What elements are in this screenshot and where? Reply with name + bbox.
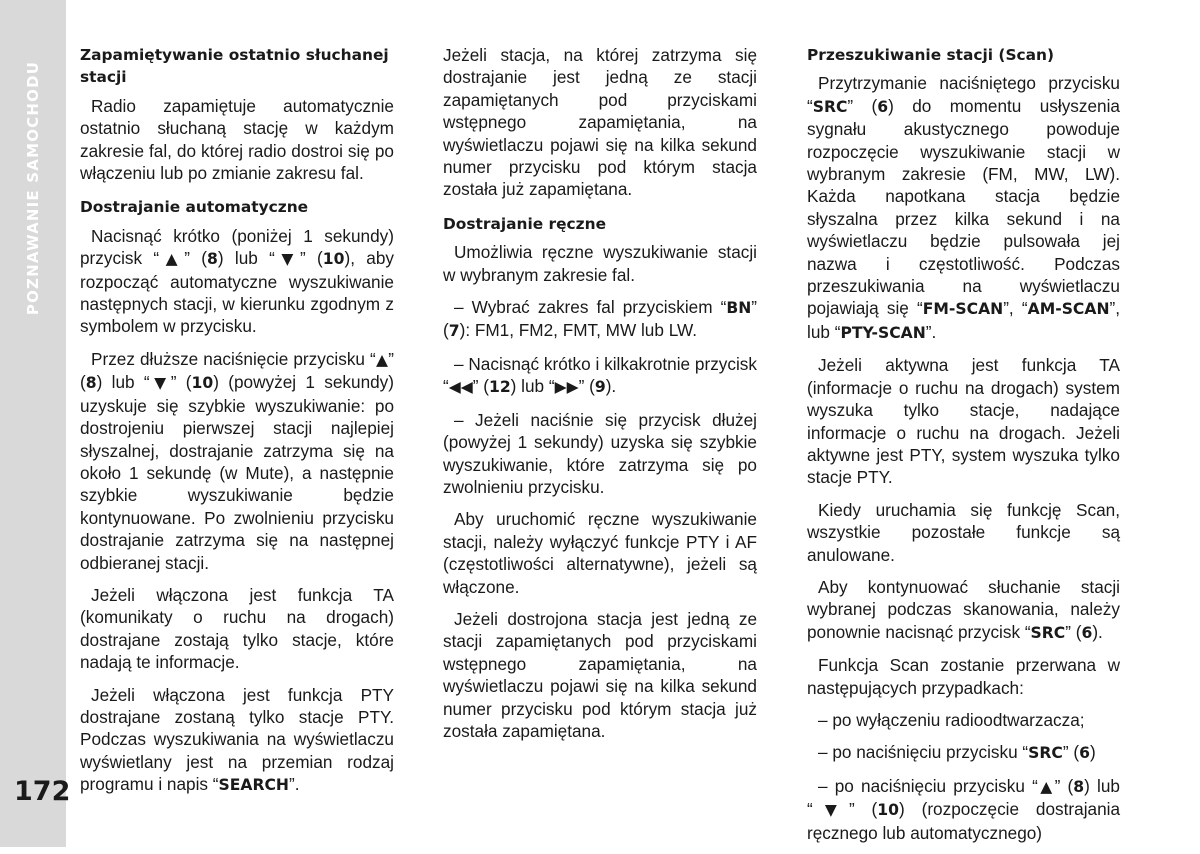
paragraph: Jeżeli włączona jest funkcja PTY dostrajane zostaną tylko stacje PTY. Podczas wyszukiwania na wyświetlaczu wyświetlany jest na przemian rodzaj programu i napis “SEARCH”. [80, 684, 394, 795]
list-item: – po naciśnięciu przycisku “▲” (8) lub “▼” (10) (rozpoczęcie dostrajania ręcznego lub automatycznego) [807, 775, 1121, 843]
heading-scan: Przeszukiwanie stacji (Scan) [807, 46, 1055, 64]
paragraph: Jeżeli aktywna jest funkcja TA (informacje o ruchu na drogach) system wyszuka tylko stacje, nadające informacje o ruchu na drogach. Jeżeli aktywne jest PTY, system wyszuka tylko stacje PTY. [807, 355, 1120, 488]
paragraph: – Nacisnąć krótko i kilkakrotnie przycisk “◀◀” (12) lub “▶▶” (9). [443, 353, 757, 397]
paragraph: Aby kontynuować słuchanie stacji wybranej podczas skanowania, należy ponownie nacisnąć przycisk “SRC” (6). [807, 576, 1120, 642]
section-title: POZNAWANIE SAMOCHODU [24, 60, 42, 316]
paragraph: Nacisnąć krótko (poniżej 1 sekundy) przycisk “▲” (8) lub “▼” (10), aby rozpocząć automatyczne wyszukiwanie następnych stacji, w kierunku zgodnym z symbolem w przycisku. [80, 225, 394, 337]
paragraph: – Jeżeli naciśnie się przycisk dłużej (powyżej 1 sekundy) uzyska się szybkie wyszukiwanie, które zatrzyma się po zwolnieniu przycisku. [443, 409, 757, 497]
paragraph: – Wybrać zakres fal przyciskiem “BN” (7): FM1, FM2, FMT, MW lub LW. [443, 297, 757, 341]
column-2 [443, 44, 757, 752]
paragraph: Przytrzymanie naciśniętego przycisku “SRC” (6) do momentu usłyszenia sygnału akustycznego powoduje rozpoczęcie wyszukiwanie stacji w wybranym zakresie (FM, MW, LW). Każda napotkana stacja będzie słyszalna przez kilka sekund i na wyświetlaczu będzie pulsowała jej nazwa i częstotliwość. Podczas przeszukiwania na wyświetlaczu pojawiają się “FM-SCAN”, “AM-SCAN”, lub “PTY-SCAN”. [807, 73, 1120, 342]
column-1 [80, 44, 394, 807]
heading-auto-tuning: Dostrajanie automatyczne [80, 198, 309, 217]
paragraph: Aby uruchomić ręczne wyszukiwanie stacji, należy wyłączyć funkcje PTY i AF (częstotliwości alternatywne), jeżeli są włączone. [443, 509, 757, 597]
paragraph: Przez dłuższe naciśnięcie przycisku “▲” (8) lub “▼” (10) (powyżej 1 sekundy) uzyskuje się szybkie wyszukiwanie: po dostrojeniu pierwszej stacji najlepiej słyszalnej, dostrajanie zatrzyma się na około 1 sekundę (w Mute), a następnie szybkie wyszukiwanie będzie kontynuowane. Po zwolnieniu przycisku dostrajanie zatrzyma się na następnej odbieranej stacji. [80, 348, 395, 573]
paragraph: Jeżeli włączona jest funkcja TA (komunikaty o ruchu na drogach) dostrajane zostają tylko stacje, które nadają te informacje. [80, 584, 394, 673]
heading-last-station: Zapamiętywanie ostatnio słuchanej stacji [80, 46, 389, 87]
sidebar [0, 0, 71, 847]
page-number: 172 [14, 776, 71, 807]
column-3 [807, 44, 1120, 854]
paragraph: Funkcja Scan zostanie przerwana w następujących przypadkach: [807, 655, 1120, 698]
paragraph: Jeżeli dostrojona stacja jest jedną ze stacji zapamiętanych pod przyciskami wstępnego zapamiętania, na wyświetlaczu pojawi się na kilka sekund numer przycisku pod którym stacja już została zapamiętana. [443, 608, 757, 741]
paragraph: Kiedy uruchamia się funkcję Scan, wszystkie pozostałe funkcje są anulowane. [807, 499, 1120, 565]
list-item: – po naciśnięciu przycisku “SRC” (6) [818, 742, 1096, 763]
paragraph: Radio zapamiętuje automatycznie ostatnio słuchaną stację w każdym zakresie fal, do której radio dostroi się po włączeniu lub po zmianie zakresu fal. [80, 95, 394, 184]
heading-manual-tuning: Dostrajanie ręczne [443, 214, 607, 233]
list-item: – po wyłączeniu radioodtwarzacza; [818, 709, 1085, 730]
paragraph: Umożliwia ręczne wyszukiwanie stacji w wybranym zakresie fal. [443, 242, 757, 285]
paragraph: Jeżeli stacja, na której zatrzyma się dostrajanie jest jedną ze stacji zapamiętanych pod przyciskami wstępnego zapamiętania, na wyświetlaczu pojawi się na kilka sekund numer przycisku pod którym stacja została już zapamiętana. [443, 45, 757, 200]
